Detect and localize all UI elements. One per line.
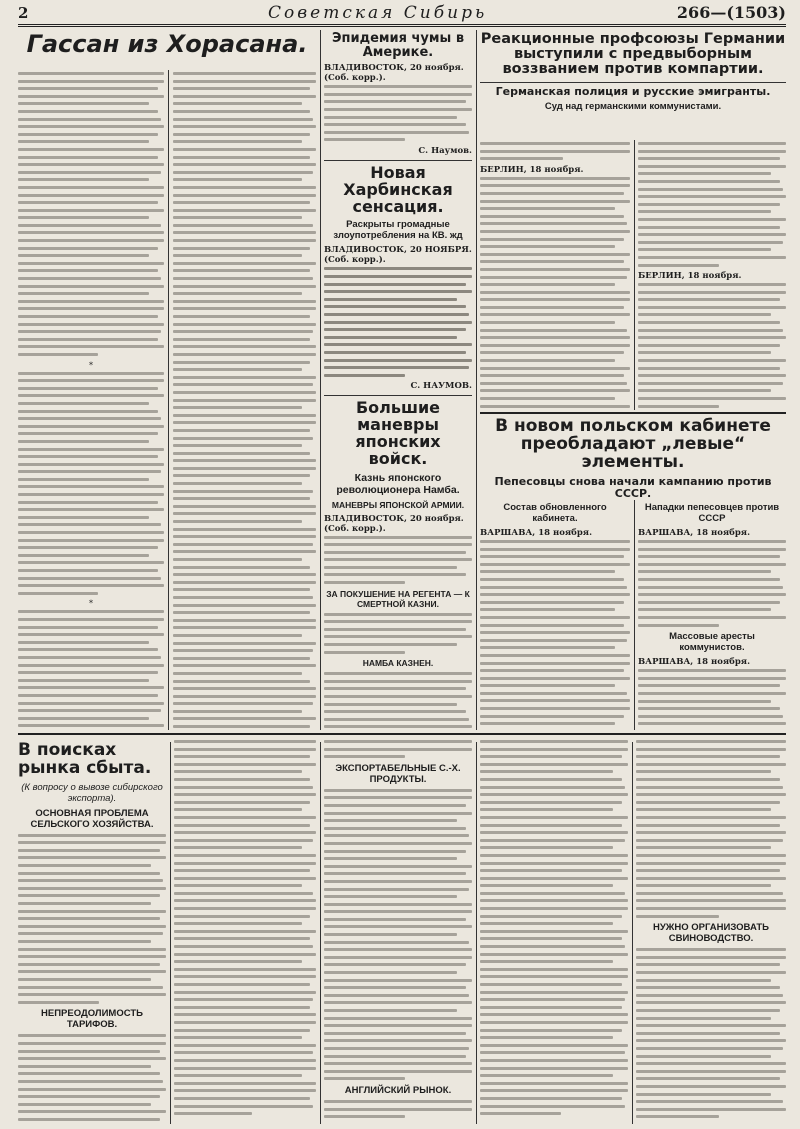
unions-column xyxy=(480,142,630,410)
masthead xyxy=(18,2,786,27)
gassan-text-2 xyxy=(173,72,316,730)
markets-column-2 xyxy=(174,740,316,1124)
maneuvers-title: Большие маневры японских войск. xyxy=(324,395,472,467)
markets-section-4: АНГЛИЙСКИЙ РЫНОК. xyxy=(344,1084,452,1096)
unions-headline-box xyxy=(480,30,786,140)
poland-section-3: Массовые аресты коммунистов. xyxy=(669,631,755,654)
markets-section-1: ОСНОВНАЯ ПРОБЛЕМА СЕЛЬСКОГО ХОЗЯЙСТВА. xyxy=(30,807,154,830)
maneuvers-section-3: НАМБА КАЗНЕН. xyxy=(362,658,434,669)
markets-column-4 xyxy=(480,740,628,1124)
middle-column xyxy=(324,30,472,730)
plague-dateline: ВЛАДИВОСТОК, 20 ноября. (Соб. корр.). xyxy=(324,63,464,84)
markets-section-5: НУЖНО ОРГАНИЗОВАТЬ СВИНОВОДСТВО. xyxy=(653,922,769,945)
poland-subtitle: Пепесовцы снова начали кампанию против СССР. xyxy=(494,474,772,500)
harbin-signature: С. НАУМОВ. xyxy=(410,381,472,392)
poland-section-2: Нападки пепесовцев против СССР xyxy=(644,502,780,524)
gassan-text-1 xyxy=(18,72,164,356)
maneuvers-dateline: ВЛАДИВОСТОК, 20 ноября. (Соб. корр.). xyxy=(324,513,464,534)
gassan-title: Гассан из Хорасана. xyxy=(26,30,308,58)
unions-title: Реакционные профсоюзы Германии выступили с предвыборным воззванием против компартии. xyxy=(480,31,786,78)
police-subtitle: Суд над германскими коммунистами. xyxy=(544,100,722,112)
poland-column-1 xyxy=(480,500,630,730)
markets-section-3: ЭКСПОРТАБЕЛЬНЫЕ С.-Х. ПРОДУКТЫ. xyxy=(335,762,461,785)
markets-column-1 xyxy=(18,740,166,1124)
markets-subtitle: (К вопросу о вывозе сибирского экспорта). xyxy=(21,781,163,804)
harbin-subtitle: Раскрыты громадные злоупотребления на КВ. жд xyxy=(333,219,463,242)
markets-column-5 xyxy=(636,740,786,1124)
gassan-headline-box xyxy=(18,30,316,70)
maneuvers-subtitle: Казнь японского революционера Намба. xyxy=(336,471,460,496)
harbin-title: Новая Харбинская сенсация. xyxy=(324,160,472,215)
markets-title: В поисках рынка сбыта. xyxy=(18,740,152,778)
poland-section-1: Состав обновленного кабинета. xyxy=(503,502,607,524)
police-dateline: БЕРЛИН, 18 ноября. xyxy=(638,271,742,282)
police-title: Германская полиция и русские эмигранты. xyxy=(495,84,771,98)
page-number: 2 xyxy=(18,4,29,22)
harbin-dateline: ВЛАДИВОСТОК, 20 НОЯБРЯ. (Соб. корр.). xyxy=(324,245,472,266)
gassan-column-1: * * xyxy=(18,72,164,730)
poland-column-2 xyxy=(638,500,786,730)
plague-signature: С. Наумов. xyxy=(418,146,472,157)
poland-headline-box xyxy=(480,412,786,500)
poland-dateline-3: ВАРШАВА, 18 ноября. xyxy=(638,657,751,668)
markets-column-3 xyxy=(324,740,472,1124)
paper-name: Советская Сибирь xyxy=(268,3,488,23)
poland-dateline-2: ВАРШАВА, 18 ноября. xyxy=(638,528,751,538)
poland-dateline-1: ВАРШАВА, 18 ноября. xyxy=(480,528,593,538)
police-column xyxy=(638,142,786,410)
maneuvers-section-2: ЗА ПОКУШЕНИЕ НА РЕГЕНТА — К СМЕРТНОЙ КАЗНИ. xyxy=(326,588,470,609)
unions-dateline: БЕРЛИН, 18 ноября. xyxy=(480,164,584,175)
plague-title: Эпидемия чумы в Америке. xyxy=(331,31,465,60)
issue-number: 266—(1503) xyxy=(676,3,786,22)
maneuvers-section-1: МАНЕВРЫ ЯПОНСКОЙ АРМИИ. xyxy=(331,499,465,510)
markets-section-2: НЕПРЕОДОЛИМОСТЬ ТАРИФОВ. xyxy=(41,1008,143,1031)
poland-title: В новом польском кабинете преобладают „левые“ элементы. xyxy=(495,416,771,472)
gassan-column-2 xyxy=(173,72,316,730)
